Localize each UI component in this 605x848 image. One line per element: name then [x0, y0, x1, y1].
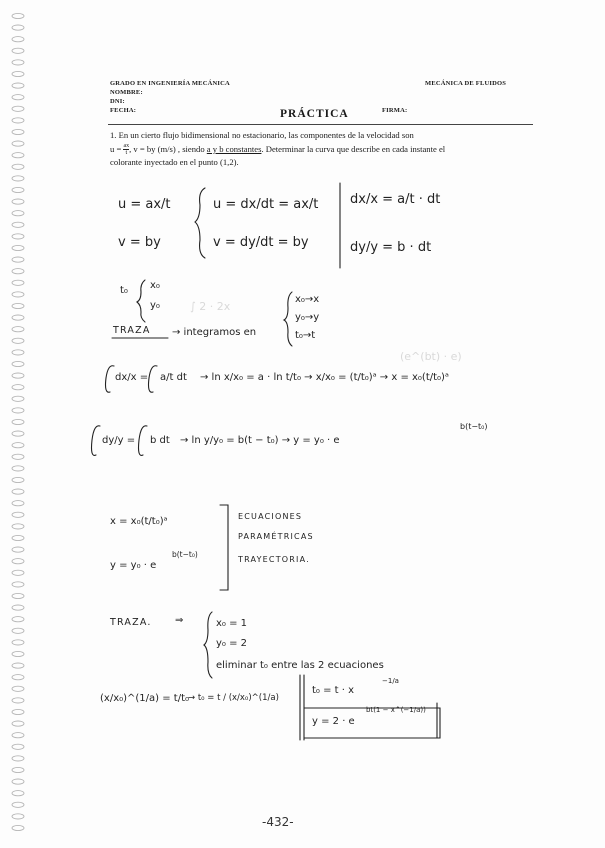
boxed-y: y = 2 · e	[312, 716, 355, 727]
integral-x-lhs: dx/x =	[115, 372, 149, 383]
limit-t: t₀→t	[295, 330, 316, 341]
x0-label: x₀	[150, 280, 160, 291]
name-label: NOMBRE:	[110, 89, 143, 96]
limit-x: x₀→x	[295, 294, 320, 305]
y0-value: y₀ = 2	[216, 638, 248, 649]
separated-y: dy/y = b · dt	[350, 240, 432, 255]
boxed-y-exponent: bt(1 − x^(−1/a))	[366, 706, 426, 714]
y0-label: y₀	[150, 300, 160, 311]
integral-y-rhs: b dt	[150, 435, 170, 446]
parametric-y: y = y₀ · e	[110, 560, 157, 571]
integral-y-result: → ln y/y₀ = b(t − t₀) → y = y₀ · e	[180, 435, 340, 446]
u-ode: u = dx/dt = ax/t	[213, 197, 319, 212]
problem-line-2: u = $\frac{ax}{t}$ , v = by (m/s) , siendo a y b constantes. Determinar la curva que describe en cada instante el	[110, 143, 446, 157]
page-title: PRÁCTICA	[280, 108, 349, 120]
traza-heading-2: TRAZA.	[110, 617, 152, 628]
boxed-t0: t₀ = t · x	[312, 685, 355, 696]
traza-heading: TRAZA	[113, 325, 151, 336]
integral-x-rhs: a/t dt	[160, 372, 187, 383]
date-label: FECHA:	[110, 107, 137, 114]
t0-label: t₀	[120, 285, 128, 296]
problem-line-3: colorante inyectado en el punto (1,2).	[110, 157, 239, 168]
parametricas-label: PARAMÉTRICAS	[238, 532, 314, 541]
dni-label: DNI:	[110, 98, 125, 105]
show-through-shadow: ∫ 2 · 2x	[190, 300, 231, 313]
x0-value: x₀ = 1	[216, 618, 248, 629]
subject-label: MECÁNICA DE FLUIDOS	[425, 80, 507, 87]
implies-arrow: ⇒	[175, 615, 184, 626]
ecuaciones-label: ECUACIONES	[238, 512, 303, 521]
parametric-x: x = x₀(t/t₀)ᵃ	[110, 516, 168, 527]
v-ode: v = dy/dt = by	[213, 235, 309, 250]
v-definition: v = by	[118, 235, 161, 250]
integral-y-exponent: b(t−t₀)	[460, 422, 488, 431]
show-through-shadow: (e^(bt) · e)	[400, 350, 462, 363]
final-lhs: (x/x₀)^(1/a) = t/t₀	[100, 693, 190, 704]
signature-label: FIRMA:	[382, 107, 408, 114]
eliminate-note: eliminar t₀ entre las 2 ecuaciones	[216, 660, 384, 671]
separated-x: dx/x = a/t · dt	[350, 192, 441, 207]
integral-x-result: → ln x/x₀ = a · ln t/t₀ → x/x₀ = (t/t₀)ᵃ → x = x₀(t/t₀)ᵃ	[200, 372, 449, 383]
problem-line-1: 1. En un cierto flujo bidimensional no estacionario, las componentes de la velocidad son	[110, 130, 414, 140]
u-definition: u = ax/t	[118, 197, 171, 212]
boxed-t0-exponent: −1/a	[382, 677, 399, 685]
page-number: -432-	[262, 815, 294, 829]
degree-label: GRADO EN INGENIERÍA MECÁNICA	[110, 80, 230, 87]
limit-y: y₀→y	[295, 312, 320, 323]
integral-y-lhs: dy/y =	[102, 435, 136, 446]
parametric-y-exponent: b(t−t₀)	[172, 550, 198, 559]
trayectoria-label: TRAYECTORIA.	[238, 555, 310, 564]
final-middle: → t₀ = t / (x/x₀)^(1/a)	[188, 693, 279, 703]
integrate-label: → integramos en	[172, 327, 257, 338]
